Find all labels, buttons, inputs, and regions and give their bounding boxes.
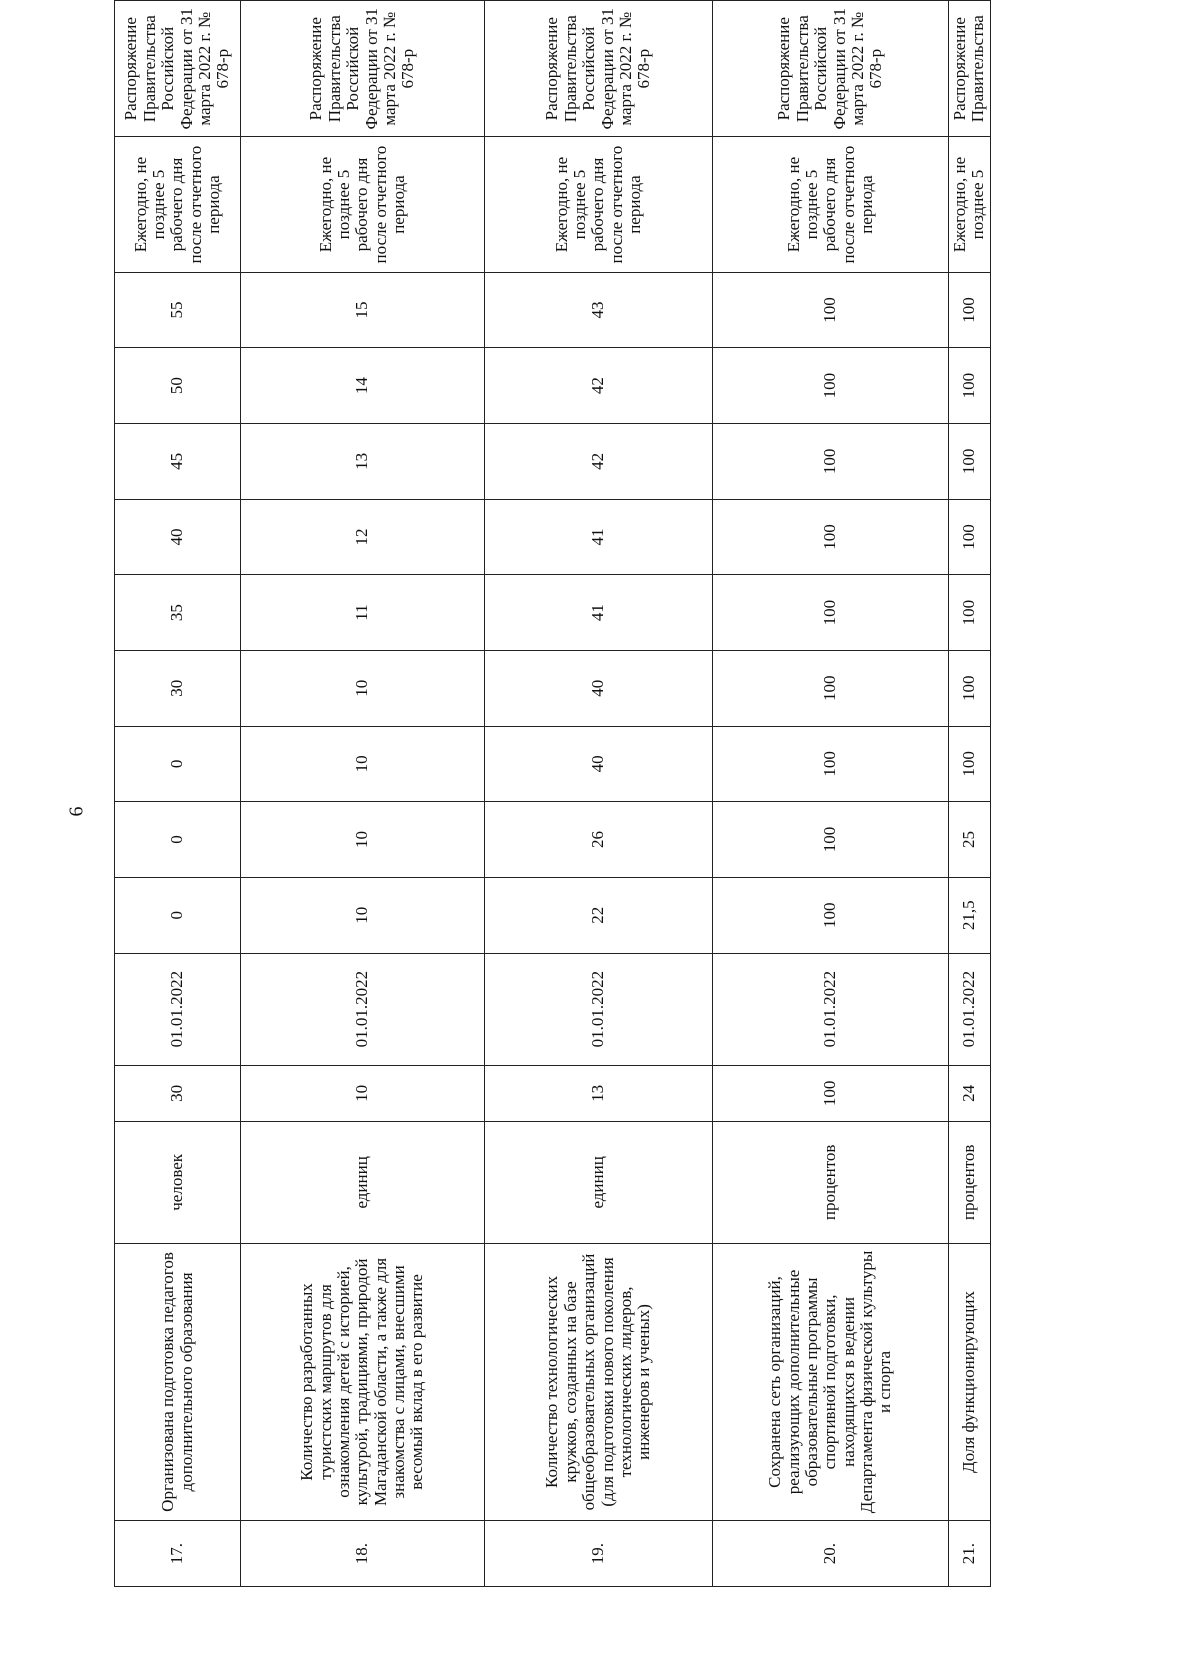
base-date-cell: 01.01.2022 bbox=[241, 953, 485, 1065]
row-number-cell: 17. bbox=[115, 1521, 241, 1587]
year-value-cell: 0 bbox=[115, 802, 241, 878]
table-row bbox=[713, 1, 949, 1587]
year-value-cell: 100 bbox=[713, 348, 949, 424]
year-value-cell: 30 bbox=[115, 650, 241, 726]
year-value-cell: 55 bbox=[115, 272, 241, 348]
year-value-cell: 100 bbox=[949, 726, 991, 802]
table-row bbox=[485, 1, 713, 1587]
document-cell: Распоряжение Правительства Российской Федерации от 31 марта 2022 г. № 678-р bbox=[115, 1, 241, 137]
year-value-cell: 100 bbox=[949, 272, 991, 348]
unit-cell: единиц bbox=[485, 1121, 713, 1243]
year-value-cell: 25 bbox=[949, 802, 991, 878]
periodicity-cell: Ежегодно, не позднее 5 рабочего дня после отчетного периода bbox=[485, 137, 713, 272]
year-value-cell: 100 bbox=[949, 575, 991, 651]
page-number: 6 bbox=[65, 806, 88, 817]
year-value-cell: 43 bbox=[485, 272, 713, 348]
year-value-cell: 100 bbox=[713, 272, 949, 348]
year-value-cell: 50 bbox=[115, 348, 241, 424]
year-value-cell: 12 bbox=[241, 499, 485, 575]
document-cell: Распоряжение Правительства bbox=[949, 1, 991, 137]
year-value-cell: 100 bbox=[713, 650, 949, 726]
indicators-table-body bbox=[115, 1, 991, 1587]
table-row bbox=[949, 1, 991, 1587]
indicator-name-cell: Доля функционирующих bbox=[949, 1243, 991, 1520]
year-value-cell: 22 bbox=[485, 877, 713, 953]
row-number-cell: 18. bbox=[241, 1521, 485, 1587]
year-value-cell: 35 bbox=[115, 575, 241, 651]
periodicity-cell: Ежегодно, не позднее 5 рабочего дня после отчетного периода bbox=[713, 137, 949, 272]
year-value-cell: 100 bbox=[949, 650, 991, 726]
base-value-cell: 13 bbox=[485, 1065, 713, 1121]
indicator-name-cell: Количество технологических кружков, созданных на базе общеобразовательных организаций (для подготовки нового поколения технологических лидеров, инженеров и ученых) bbox=[485, 1243, 713, 1520]
year-value-cell: 42 bbox=[485, 423, 713, 499]
year-value-cell: 0 bbox=[115, 726, 241, 802]
year-value-cell: 100 bbox=[949, 348, 991, 424]
base-date-cell: 01.01.2022 bbox=[949, 953, 991, 1065]
row-number-cell: 19. bbox=[485, 1521, 713, 1587]
document-cell: Распоряжение Правительства Российской Федерации от 31 марта 2022 г. № 678-р bbox=[485, 1, 713, 137]
table-row bbox=[115, 1, 241, 1587]
year-value-cell: 100 bbox=[713, 802, 949, 878]
base-value-cell: 10 bbox=[241, 1065, 485, 1121]
year-value-cell: 10 bbox=[241, 802, 485, 878]
year-value-cell: 40 bbox=[485, 726, 713, 802]
document-cell: Распоряжение Правительства Российской Федерации от 31 марта 2022 г. № 678-р bbox=[713, 1, 949, 137]
year-value-cell: 100 bbox=[713, 726, 949, 802]
year-value-cell: 100 bbox=[713, 499, 949, 575]
unit-cell: человек bbox=[115, 1121, 241, 1243]
periodicity-cell: Ежегодно, не позднее 5 bbox=[949, 137, 991, 272]
year-value-cell: 45 bbox=[115, 423, 241, 499]
indicator-name-cell: Организована подготовка педагогов дополнительного образования bbox=[115, 1243, 241, 1520]
year-value-cell: 10 bbox=[241, 877, 485, 953]
base-date-cell: 01.01.2022 bbox=[485, 953, 713, 1065]
year-value-cell: 42 bbox=[485, 348, 713, 424]
year-value-cell: 13 bbox=[241, 423, 485, 499]
year-value-cell: 11 bbox=[241, 575, 485, 651]
table-row bbox=[241, 1, 485, 1587]
indicator-name-cell: Количество разработанных туристских маршрутов для ознакомления детей с историей, культурой, традициями, природой Магаданской области, а также для знакомства с лицами, внесшими весомый вклад в его развитие bbox=[241, 1243, 485, 1520]
unit-cell: процентов bbox=[713, 1121, 949, 1243]
base-date-cell: 01.01.2022 bbox=[115, 953, 241, 1065]
year-value-cell: 41 bbox=[485, 499, 713, 575]
row-number-cell: 21. bbox=[949, 1521, 991, 1587]
document-cell: Распоряжение Правительства Российской Федерации от 31 марта 2022 г. № 678-р bbox=[241, 1, 485, 137]
base-date-cell: 01.01.2022 bbox=[713, 953, 949, 1065]
year-value-cell: 100 bbox=[949, 499, 991, 575]
base-value-cell: 24 bbox=[949, 1065, 991, 1121]
year-value-cell: 21,5 bbox=[949, 877, 991, 953]
indicators-table bbox=[114, 0, 991, 1587]
year-value-cell: 100 bbox=[949, 423, 991, 499]
periodicity-cell: Ежегодно, не позднее 5 рабочего дня после отчетного периода bbox=[241, 137, 485, 272]
periodicity-cell: Ежегодно, не позднее 5 рабочего дня после отчетного периода bbox=[115, 137, 241, 272]
year-value-cell: 15 bbox=[241, 272, 485, 348]
year-value-cell: 40 bbox=[115, 499, 241, 575]
year-value-cell: 100 bbox=[713, 877, 949, 953]
year-value-cell: 26 bbox=[485, 802, 713, 878]
base-value-cell: 100 bbox=[713, 1065, 949, 1121]
indicator-name-cell: Сохранена сеть организаций, реализующих дополнительные образовательные программы спортивной подготовки, находящихся в ведении Департамента физической культуры и спорта bbox=[713, 1243, 949, 1520]
year-value-cell: 100 bbox=[713, 575, 949, 651]
year-value-cell: 10 bbox=[241, 726, 485, 802]
unit-cell: процентов bbox=[949, 1121, 991, 1243]
unit-cell: единиц bbox=[241, 1121, 485, 1243]
base-value-cell: 30 bbox=[115, 1065, 241, 1121]
year-value-cell: 10 bbox=[241, 650, 485, 726]
year-value-cell: 100 bbox=[713, 423, 949, 499]
year-value-cell: 14 bbox=[241, 348, 485, 424]
year-value-cell: 41 bbox=[485, 575, 713, 651]
year-value-cell: 0 bbox=[115, 877, 241, 953]
year-value-cell: 40 bbox=[485, 650, 713, 726]
row-number-cell: 20. bbox=[713, 1521, 949, 1587]
